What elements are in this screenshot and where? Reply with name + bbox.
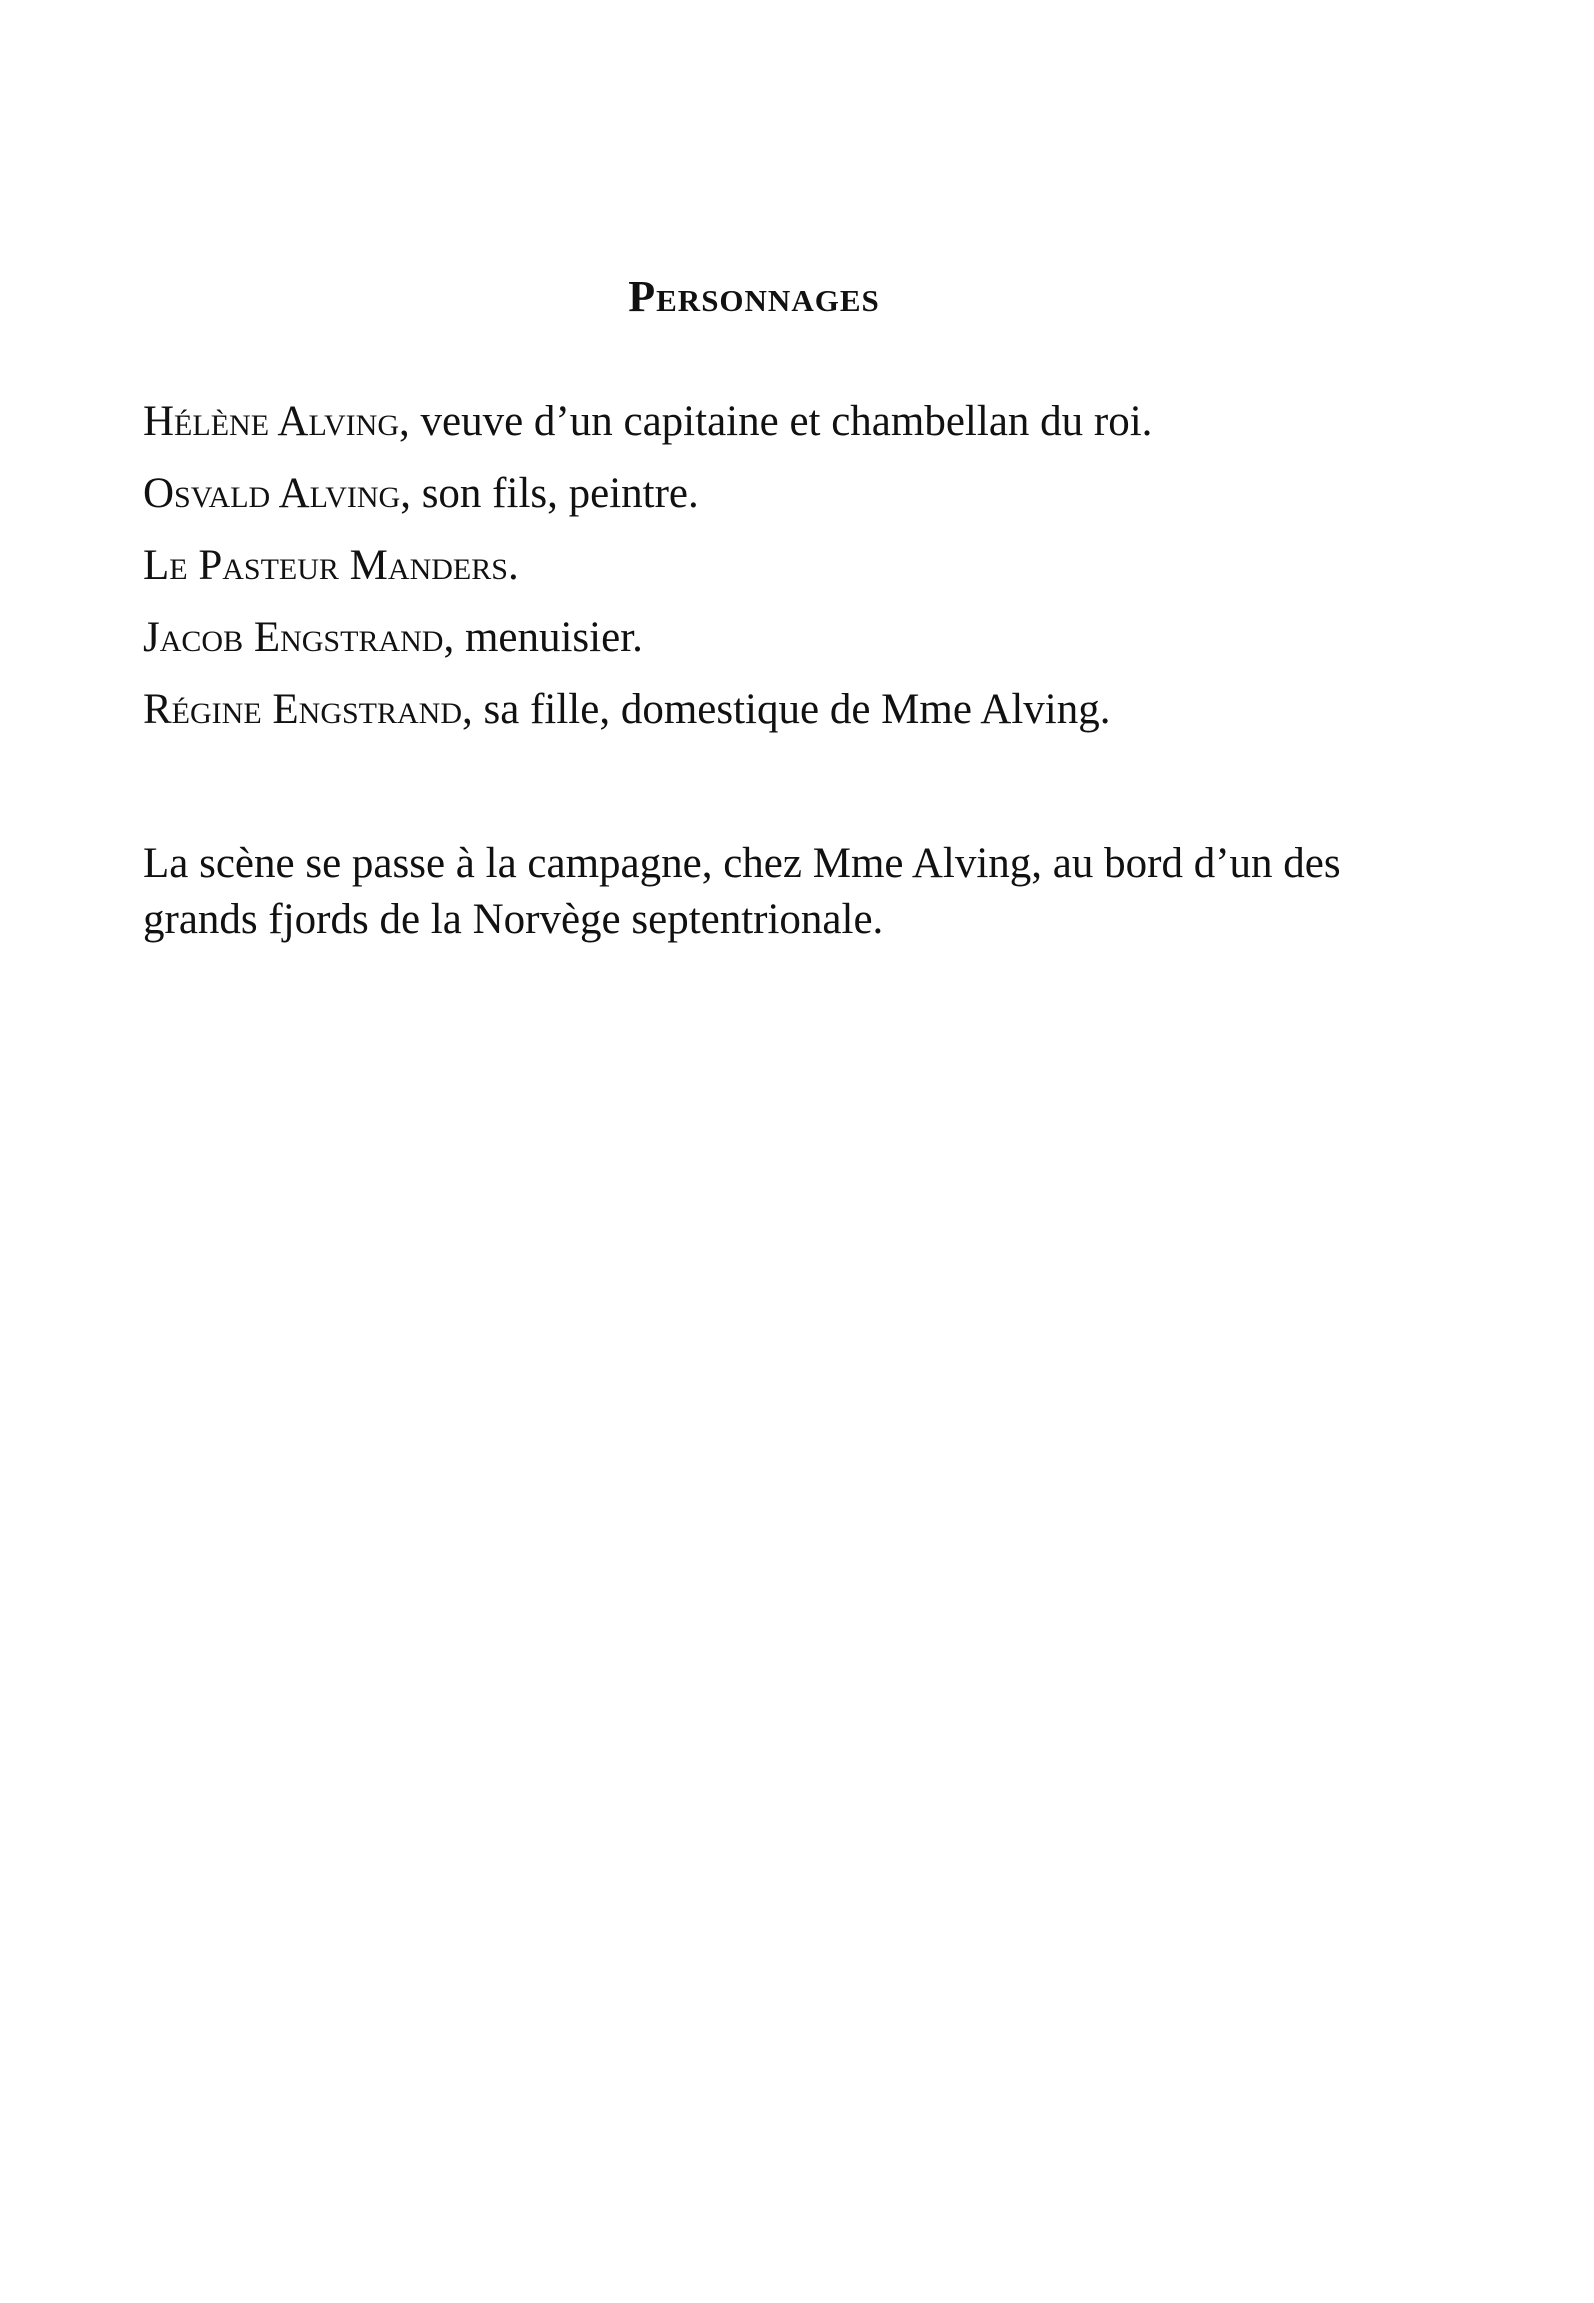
- character-description: .: [507, 542, 519, 589]
- cast-item-pasteur-manders: [143, 542, 1403, 590]
- character-name: Le Pasteur Manders: [143, 542, 508, 589]
- character-description: , son fils, peintre.: [400, 470, 699, 517]
- character-description: , menuisier.: [443, 614, 643, 661]
- setting-paragraph: La scène se passe à la campagne, chez Mme Alving, au bord d’un des grands fjords de la Norvège septentrionale.: [143, 840, 1341, 943]
- character-description: , veuve d’un capitaine et chambellan du roi.: [399, 398, 1153, 445]
- cast-item-helene-alving: [143, 398, 1403, 446]
- cast-list: [143, 398, 1403, 758]
- character-description: , sa fille, domestique de Mme Alving.: [462, 686, 1111, 733]
- character-name: Hélène Alving: [143, 398, 400, 445]
- cast-item-osvald-alving: [143, 470, 1403, 518]
- cast-item-jacob-engstrand: [143, 614, 1403, 662]
- cast-item-regine-engstrand: [143, 686, 1403, 734]
- character-name: Jacob Engstrand: [143, 614, 444, 661]
- character-name: Osvald Alving: [143, 470, 401, 517]
- page-title: Personnages: [628, 272, 880, 322]
- character-name: Régine Engstrand: [143, 686, 463, 733]
